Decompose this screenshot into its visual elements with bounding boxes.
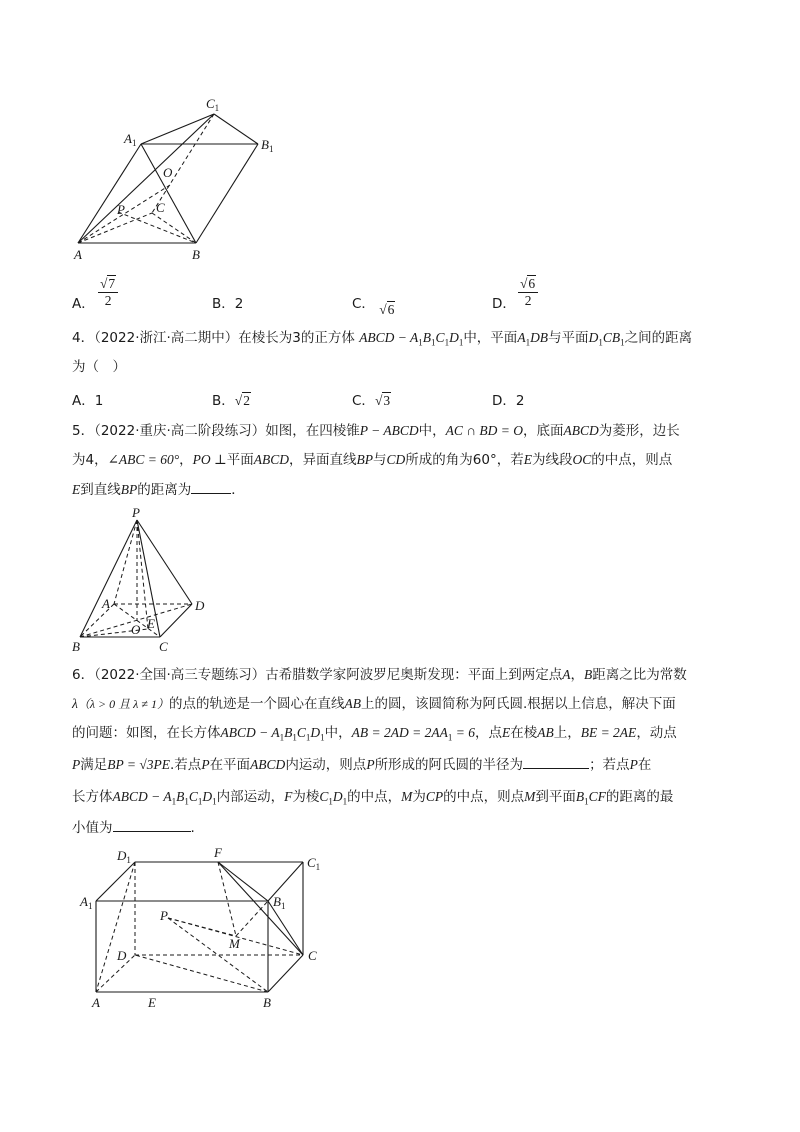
denominator: 2	[524, 293, 532, 308]
label-P: P	[160, 908, 168, 923]
label-B: B	[72, 639, 80, 654]
label-M: M	[229, 936, 240, 951]
q5-line-2: 为4，∠ABC = 60°，PO ⊥平面ABCD，异面直线BP与CD所成的角为60°，若E为线段OC的中点，则点	[72, 452, 673, 468]
segment-F-B1	[218, 862, 268, 901]
q4-option-c: C．√3	[352, 393, 391, 409]
label-C: C	[156, 200, 165, 215]
q5-line-1: 5．（2022·重庆·高二阶段练习）如图，在四棱锥P − ABCD中，AC ∩ BD = O，底面ABCD为菱形，边长	[72, 423, 680, 439]
label-A: A	[92, 995, 100, 1010]
label-P: P	[117, 202, 125, 217]
option-label: C．	[352, 296, 375, 312]
label-B: B	[263, 995, 271, 1010]
label-E: E	[147, 616, 155, 631]
option-label: D．	[492, 296, 516, 312]
fraction: $\frac{√6}{2}$	[518, 276, 538, 309]
segment-P-B	[168, 918, 268, 992]
label-C1: $C_1$	[307, 855, 321, 872]
segment-F-M	[218, 862, 236, 936]
label-D1: $D_1$	[117, 848, 131, 865]
edge-B-C	[268, 955, 303, 992]
radicand: 6	[528, 276, 536, 291]
label-F: F	[214, 845, 222, 860]
q4-line-1: 4．（2022·浙江·高二期中）在棱长为3的正方体 ABCD − $A_1B_1C_1D_1$中，平面$A_1DB$与平面$D_1CB_1$之间的距离	[72, 330, 693, 348]
q4-option-b: B．√2	[212, 393, 250, 409]
label-C1: $C_1$	[206, 96, 220, 113]
option-value: 2	[234, 296, 244, 312]
radicand: 6	[387, 302, 395, 317]
q6-line-6: 小值为 .	[72, 817, 195, 839]
edge-A1-D1	[96, 862, 135, 901]
q4-option-a: A．1	[72, 393, 104, 409]
segment-P-M	[168, 918, 236, 936]
option-label: B．	[212, 296, 235, 312]
label-C: C	[308, 948, 317, 963]
denominator: 2	[104, 293, 112, 308]
q4-line-2: 为（ ）	[72, 359, 126, 375]
label-O: O	[163, 165, 173, 180]
segment-B-D	[135, 955, 268, 992]
fraction: $\frac{√7}{2}$	[98, 276, 118, 309]
label-B1: $B_1$	[273, 894, 286, 911]
label-D: D	[117, 948, 127, 963]
segment-M-B1	[236, 901, 268, 936]
q6-line-5: 长方体ABCD − $A_1B_1C_1D_1$内部运动，F为棱$C_1D_1$的中点，M为CP的中点，则点M到平面$B_1CF$的距离的最	[72, 789, 674, 807]
label-B: B	[192, 247, 200, 262]
label-A1: $A_1$	[80, 894, 93, 911]
label-C: C	[159, 639, 168, 654]
label-P: P	[132, 505, 140, 520]
q6-line-1: 6．（2022·全国·高三专题练习）古希腊数学家阿波罗尼奥斯发现：平面上到两定点A，B距离之比为常数	[72, 667, 687, 683]
q4-option-d: D．2	[492, 393, 525, 409]
label-E: E	[148, 995, 156, 1010]
q6-line-4: P满足BP = √3PE.若点P在平面ABCD内运动，则点P所形成的阿氏圆的半径为 ；若点P在	[72, 754, 651, 776]
option-label: A．	[72, 296, 95, 312]
q6-line-3: 的问题：如图，在长方体ABCD − $A_1B_1C_1D_1$中，AB = $2AD = 2AA_1 = 6$，点E在棱AB上，BE = 2AE，动点	[72, 725, 677, 743]
edge-A-D	[96, 955, 135, 992]
label-A: A	[102, 596, 110, 611]
label-D: D	[195, 598, 205, 613]
label-A: A	[74, 247, 82, 262]
label-A1: $A_1$	[124, 131, 137, 148]
q5-line-3: E到直线BP的距离为 ．	[72, 479, 245, 501]
q6-line-2: λ（λ > 0 且 λ ≠ 1）的点的轨迹是一个圆心在直线AB上的圆，该圆简称为阿氏圆.根据以上信息，解决下面	[72, 696, 676, 712]
label-O: O	[131, 622, 141, 637]
radicand: 7	[108, 276, 116, 291]
label-B1: $B_1$	[261, 137, 274, 154]
q3-option-c: C． √6	[352, 296, 395, 317]
edge-B1-C	[268, 901, 303, 955]
